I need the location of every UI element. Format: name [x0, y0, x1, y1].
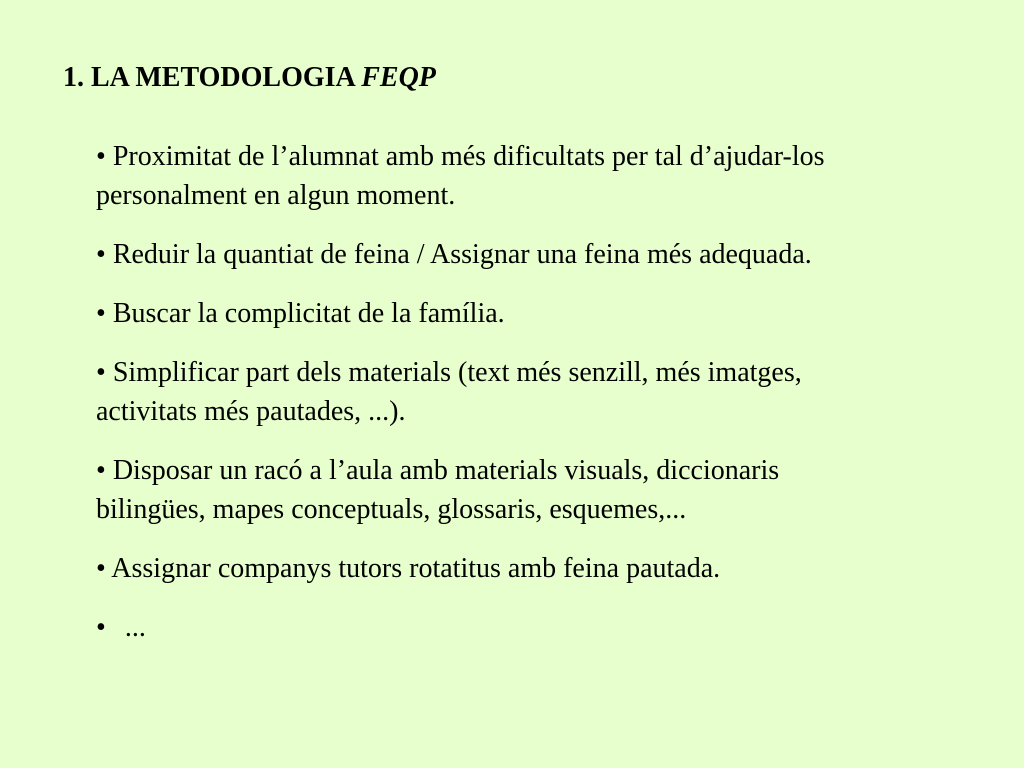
slide-title-emphasis: FEQP — [361, 62, 436, 93]
bullet-text: Buscar la complicitat de la família. — [112, 298, 505, 329]
bullet-dot: • — [96, 612, 106, 643]
bullet-text: Proximitat de l’alumnat amb més dificultats per tal d’ajudar-los personalment en algun moment. — [96, 141, 825, 211]
bullet-text: Simplificar part dels materials (text més senzill, més imatges, activitats més pautades, ...). — [96, 357, 802, 427]
bullet-item — [96, 451, 876, 529]
bullet-dot: • — [96, 553, 106, 584]
bullet-dot: • — [96, 357, 106, 388]
bullet-item — [96, 608, 876, 647]
bullet-text: Disposar un racó a l’aula amb materials visuals, diccionaris bilingües, mapes conceptuals, glossaris, esquemes,... — [96, 455, 780, 525]
bullet-item — [96, 137, 876, 215]
bullet-item — [96, 294, 876, 333]
bullet-dot: • — [96, 239, 106, 270]
bullet-dot: • — [96, 455, 106, 486]
slide-title-prefix: 1. LA METODOLOGIA — [63, 62, 362, 93]
bullet-list — [96, 137, 876, 667]
bullet-item — [96, 353, 876, 431]
bullet-dot: • — [96, 298, 106, 329]
bullet-text: Assignar companys tutors rotatitus amb feina pautada. — [111, 553, 721, 584]
bullet-text: ... — [124, 612, 146, 643]
bullet-item — [96, 549, 876, 588]
bullet-item — [96, 235, 876, 274]
slide-title — [63, 60, 436, 96]
bullet-text: Reduir la quantiat de feina / Assignar una feina més adequada. — [112, 239, 812, 270]
bullet-dot: • — [96, 141, 106, 172]
